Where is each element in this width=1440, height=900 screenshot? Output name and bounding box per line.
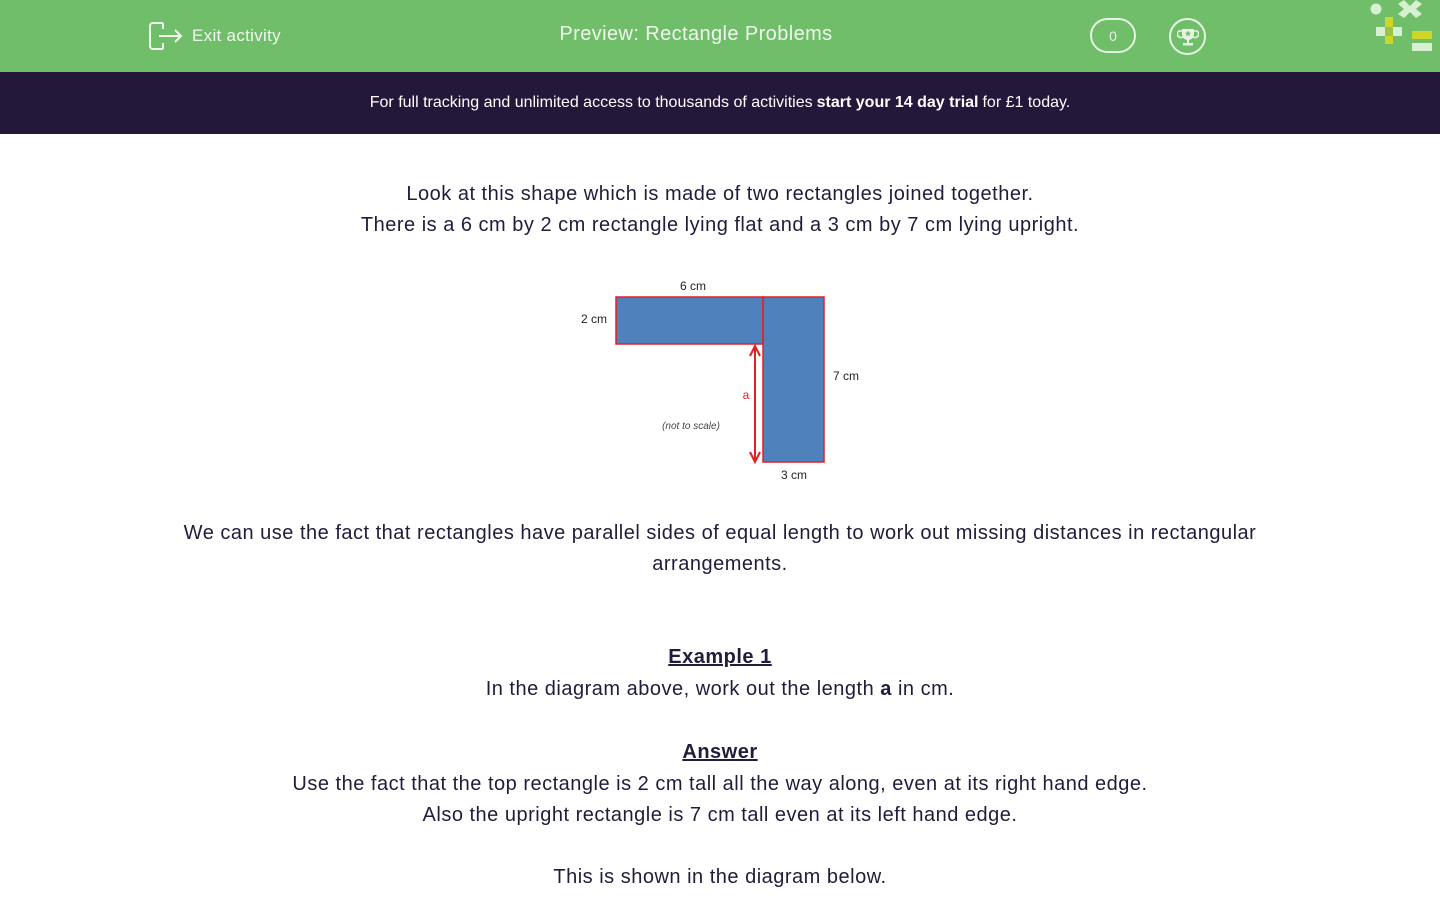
answer-line-3: This is shown in the diagram below. — [553, 866, 887, 888]
example-question — [0, 674, 1440, 705]
trophy-button[interactable] — [1169, 18, 1206, 55]
explanation-text: We can use the fact that rectangles have parallel sides of equal length to work out missing distances in rectangular arrangements. — [183, 522, 1257, 575]
example-heading: Example 1 — [668, 646, 772, 668]
label-2cm: 2 cm — [580, 312, 608, 326]
intro-line-2: There is a 6 cm by 2 cm rectangle lying flat and a 3 cm by 7 cm lying upright. — [360, 214, 1080, 236]
top-bar — [0, 0, 1440, 72]
question-text-end: in cm. — [897, 678, 955, 700]
trophy-icon — [1177, 26, 1199, 48]
score-badge: 0 — [1090, 18, 1136, 53]
answer-line-2: Also the upright rectangle is 7 cm tall even at its left hand edge. — [422, 804, 1018, 826]
question-variable: a — [880, 678, 892, 700]
answer-line-1: Use the fact that the top rectangle is 2 cm tall all the way along, even at its right hand edge. — [292, 773, 1148, 795]
banner-text: For full tracking and unlimited access to thousands of activities — [369, 94, 813, 111]
answer-text — [0, 769, 1440, 831]
label-7cm: 7 cm — [832, 369, 860, 383]
trial-banner — [0, 72, 1440, 134]
label-6cm: 6 cm — [679, 279, 707, 293]
label-3cm: 3 cm — [780, 468, 808, 482]
page-title: Preview: Rectangle Problems — [559, 23, 833, 45]
trial-link[interactable]: start your 14 day trial — [816, 94, 979, 111]
exit-activity-button[interactable] — [148, 20, 281, 52]
banner-text-end: for £1 today. — [982, 94, 1071, 111]
label-a: a — [742, 388, 750, 402]
exit-door-arrow-icon — [148, 20, 184, 52]
rectangle-diagram — [560, 270, 880, 490]
intro-line-1: Look at this shape which is made of two rectangles joined together. — [406, 183, 1034, 205]
maths-symbols-logo — [1366, 0, 1440, 56]
exit-activity-label: Exit activity — [192, 26, 281, 45]
answer-heading: Answer — [682, 741, 758, 763]
not-to-scale-note: (not to scale) — [662, 421, 720, 432]
question-text: In the diagram above, work out the length — [485, 678, 875, 700]
intro-text — [0, 179, 1440, 241]
